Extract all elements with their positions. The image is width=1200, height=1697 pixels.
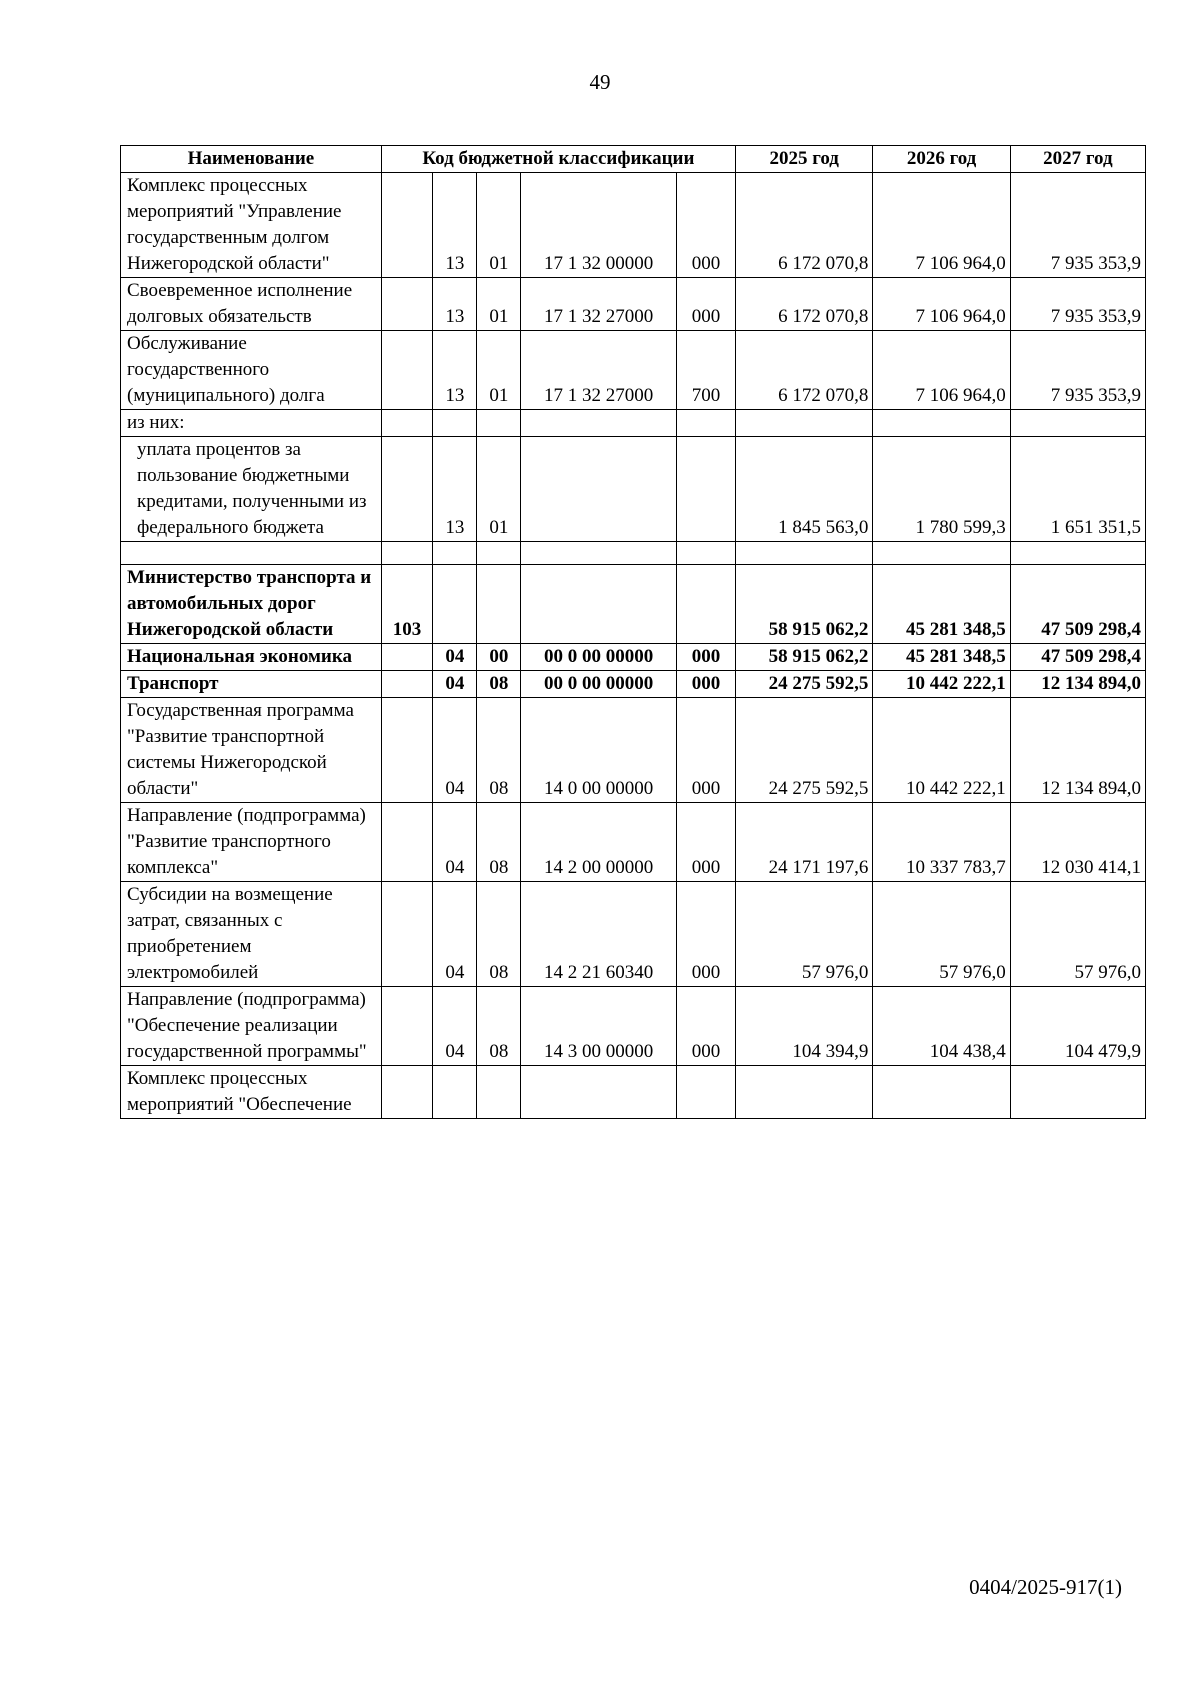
cell-ved bbox=[381, 173, 433, 278]
cell-2027 bbox=[1010, 410, 1145, 437]
cell-2027: 1 651 351,5 bbox=[1010, 437, 1145, 542]
cell-2025 bbox=[736, 410, 873, 437]
table-row bbox=[121, 1066, 1146, 1119]
cell-2025: 1 845 563,0 bbox=[736, 437, 873, 542]
cell-ved bbox=[381, 671, 433, 698]
cell-2027: 7 935 353,9 bbox=[1010, 278, 1145, 331]
cell-ved bbox=[381, 542, 433, 565]
cell-rz: 13 bbox=[433, 173, 477, 278]
table-row bbox=[121, 698, 1146, 803]
header-row bbox=[121, 146, 1146, 173]
cell-2027: 7 935 353,9 bbox=[1010, 331, 1145, 410]
cell-2027: 104 479,9 bbox=[1010, 987, 1145, 1066]
cell-csr: 17 1 32 27000 bbox=[521, 331, 677, 410]
cell-2025 bbox=[736, 1066, 873, 1119]
cell-2027 bbox=[1010, 1066, 1145, 1119]
cell-pr bbox=[477, 542, 521, 565]
cell-pr: 01 bbox=[477, 173, 521, 278]
cell-rz: 13 bbox=[433, 278, 477, 331]
cell-vr: 000 bbox=[676, 278, 735, 331]
cell-2026: 7 106 964,0 bbox=[873, 173, 1010, 278]
cell-rz: 13 bbox=[433, 437, 477, 542]
cell-pr: 08 bbox=[477, 803, 521, 882]
cell-csr: 14 2 21 60340 bbox=[521, 882, 677, 987]
cell-pr: 08 bbox=[477, 987, 521, 1066]
cell-vr: 000 bbox=[676, 698, 735, 803]
cell-vr: 000 bbox=[676, 882, 735, 987]
cell-2027: 47 509 298,4 bbox=[1010, 565, 1145, 644]
cell-2025: 6 172 070,8 bbox=[736, 331, 873, 410]
cell-rz: 04 bbox=[433, 644, 477, 671]
cell-2026: 10 337 783,7 bbox=[873, 803, 1010, 882]
cell-csr: 00 0 00 00000 bbox=[521, 644, 677, 671]
cell-2027: 57 976,0 bbox=[1010, 882, 1145, 987]
cell-ved bbox=[381, 278, 433, 331]
cell-2027 bbox=[1010, 542, 1145, 565]
cell-2025: 58 915 062,2 bbox=[736, 565, 873, 644]
cell-csr: 14 0 00 00000 bbox=[521, 698, 677, 803]
header-2027: 2027 год bbox=[1010, 146, 1145, 173]
cell-ved bbox=[381, 882, 433, 987]
cell-2026: 10 442 222,1 bbox=[873, 698, 1010, 803]
document-code: 0404/2025-917(1) bbox=[969, 1575, 1122, 1599]
cell-2025: 6 172 070,8 bbox=[736, 173, 873, 278]
cell-2027: 12 134 894,0 bbox=[1010, 698, 1145, 803]
row-name: Министерство транспорта и автомобильных дорог Нижегородской области bbox=[121, 565, 382, 644]
cell-2026: 7 106 964,0 bbox=[873, 278, 1010, 331]
row-name: Обслуживание государственного (муниципального) долга bbox=[121, 331, 382, 410]
cell-rz: 04 bbox=[433, 882, 477, 987]
cell-rz: 04 bbox=[433, 803, 477, 882]
row-name: Транспорт bbox=[121, 671, 382, 698]
cell-csr: 00 0 00 00000 bbox=[521, 671, 677, 698]
cell-csr bbox=[521, 410, 677, 437]
cell-2025 bbox=[736, 542, 873, 565]
cell-vr: 000 bbox=[676, 644, 735, 671]
cell-2026: 45 281 348,5 bbox=[873, 565, 1010, 644]
cell-ved bbox=[381, 698, 433, 803]
cell-2026: 104 438,4 bbox=[873, 987, 1010, 1066]
cell-ved bbox=[381, 803, 433, 882]
cell-rz: 04 bbox=[433, 671, 477, 698]
cell-pr bbox=[477, 410, 521, 437]
table-row bbox=[121, 565, 1146, 644]
cell-2027: 7 935 353,9 bbox=[1010, 173, 1145, 278]
cell-2025: 6 172 070,8 bbox=[736, 278, 873, 331]
row-name: Государственная программа "Развитие транспортной системы Нижегородской области" bbox=[121, 698, 382, 803]
cell-csr: 17 1 32 00000 bbox=[521, 173, 677, 278]
cell-rz bbox=[433, 410, 477, 437]
cell-2025: 58 915 062,2 bbox=[736, 644, 873, 671]
cell-2026: 45 281 348,5 bbox=[873, 644, 1010, 671]
row-name: уплата процентов за пользование бюджетными кредитами, полученными из федерального бюджета bbox=[121, 437, 382, 542]
cell-vr: 700 bbox=[676, 331, 735, 410]
cell-2025: 24 171 197,6 bbox=[736, 803, 873, 882]
row-name: Направление (подпрограмма) "Развитие транспортного комплекса" bbox=[121, 803, 382, 882]
cell-2026 bbox=[873, 1066, 1010, 1119]
table-row bbox=[121, 437, 1146, 542]
cell-pr: 01 bbox=[477, 278, 521, 331]
cell-ved bbox=[381, 437, 433, 542]
row-name: из них: bbox=[121, 410, 382, 437]
row-name: Направление (подпрограмма) "Обеспечение реализации государственной программы" bbox=[121, 987, 382, 1066]
cell-csr: 14 2 00 00000 bbox=[521, 803, 677, 882]
cell-ved bbox=[381, 1066, 433, 1119]
page-number: 49 bbox=[589, 70, 611, 94]
table-row bbox=[121, 882, 1146, 987]
cell-ved bbox=[381, 987, 433, 1066]
header-code: Код бюджетной классификации bbox=[381, 146, 735, 173]
table-row bbox=[121, 331, 1146, 410]
cell-2027: 12 030 414,1 bbox=[1010, 803, 1145, 882]
cell-2026: 57 976,0 bbox=[873, 882, 1010, 987]
cell-2025: 57 976,0 bbox=[736, 882, 873, 987]
header-name: Наименование bbox=[121, 146, 382, 173]
cell-2027: 47 509 298,4 bbox=[1010, 644, 1145, 671]
header-2026: 2026 год bbox=[873, 146, 1010, 173]
cell-ved bbox=[381, 644, 433, 671]
cell-pr: 08 bbox=[477, 671, 521, 698]
cell-rz: 04 bbox=[433, 698, 477, 803]
cell-vr bbox=[676, 1066, 735, 1119]
cell-2026: 10 442 222,1 bbox=[873, 671, 1010, 698]
cell-csr bbox=[521, 1066, 677, 1119]
table-row bbox=[121, 410, 1146, 437]
table-row bbox=[121, 987, 1146, 1066]
cell-2026: 1 780 599,3 bbox=[873, 437, 1010, 542]
cell-pr: 01 bbox=[477, 331, 521, 410]
row-name bbox=[121, 542, 382, 565]
cell-rz bbox=[433, 565, 477, 644]
table-row bbox=[121, 671, 1146, 698]
cell-rz: 04 bbox=[433, 987, 477, 1066]
cell-ved: 103 bbox=[381, 565, 433, 644]
budget-table bbox=[120, 145, 1146, 1119]
cell-csr bbox=[521, 437, 677, 542]
cell-csr bbox=[521, 565, 677, 644]
cell-pr: 08 bbox=[477, 882, 521, 987]
cell-2027: 12 134 894,0 bbox=[1010, 671, 1145, 698]
cell-2026 bbox=[873, 542, 1010, 565]
cell-vr bbox=[676, 437, 735, 542]
cell-pr: 08 bbox=[477, 698, 521, 803]
row-name: Субсидии на возмещение затрат, связанных с приобретением электромобилей bbox=[121, 882, 382, 987]
cell-2026: 7 106 964,0 bbox=[873, 331, 1010, 410]
cell-rz bbox=[433, 542, 477, 565]
cell-vr bbox=[676, 410, 735, 437]
cell-2025: 24 275 592,5 bbox=[736, 698, 873, 803]
cell-vr: 000 bbox=[676, 987, 735, 1066]
cell-pr: 01 bbox=[477, 437, 521, 542]
table-row bbox=[121, 173, 1146, 278]
row-name: Своевременное исполнение долговых обязательств bbox=[121, 278, 382, 331]
cell-csr bbox=[521, 542, 677, 565]
cell-2025: 24 275 592,5 bbox=[736, 671, 873, 698]
cell-2026 bbox=[873, 410, 1010, 437]
row-name: Комплекс процессных мероприятий "Управление государственным долгом Нижегородской области" bbox=[121, 173, 382, 278]
cell-csr: 17 1 32 27000 bbox=[521, 278, 677, 331]
cell-pr: 00 bbox=[477, 644, 521, 671]
cell-pr bbox=[477, 1066, 521, 1119]
cell-pr bbox=[477, 565, 521, 644]
table-row bbox=[121, 278, 1146, 331]
cell-rz bbox=[433, 1066, 477, 1119]
cell-ved bbox=[381, 331, 433, 410]
cell-csr: 14 3 00 00000 bbox=[521, 987, 677, 1066]
table-row bbox=[121, 803, 1146, 882]
row-name: Национальная экономика bbox=[121, 644, 382, 671]
header-2025: 2025 год bbox=[736, 146, 873, 173]
cell-ved bbox=[381, 410, 433, 437]
cell-rz: 13 bbox=[433, 331, 477, 410]
cell-2025: 104 394,9 bbox=[736, 987, 873, 1066]
cell-vr: 000 bbox=[676, 671, 735, 698]
cell-vr bbox=[676, 565, 735, 644]
table-row bbox=[121, 542, 1146, 565]
cell-vr: 000 bbox=[676, 803, 735, 882]
table-row bbox=[121, 644, 1146, 671]
cell-vr bbox=[676, 542, 735, 565]
cell-vr: 000 bbox=[676, 173, 735, 278]
row-name: Комплекс процессных мероприятий "Обеспечение bbox=[121, 1066, 382, 1119]
